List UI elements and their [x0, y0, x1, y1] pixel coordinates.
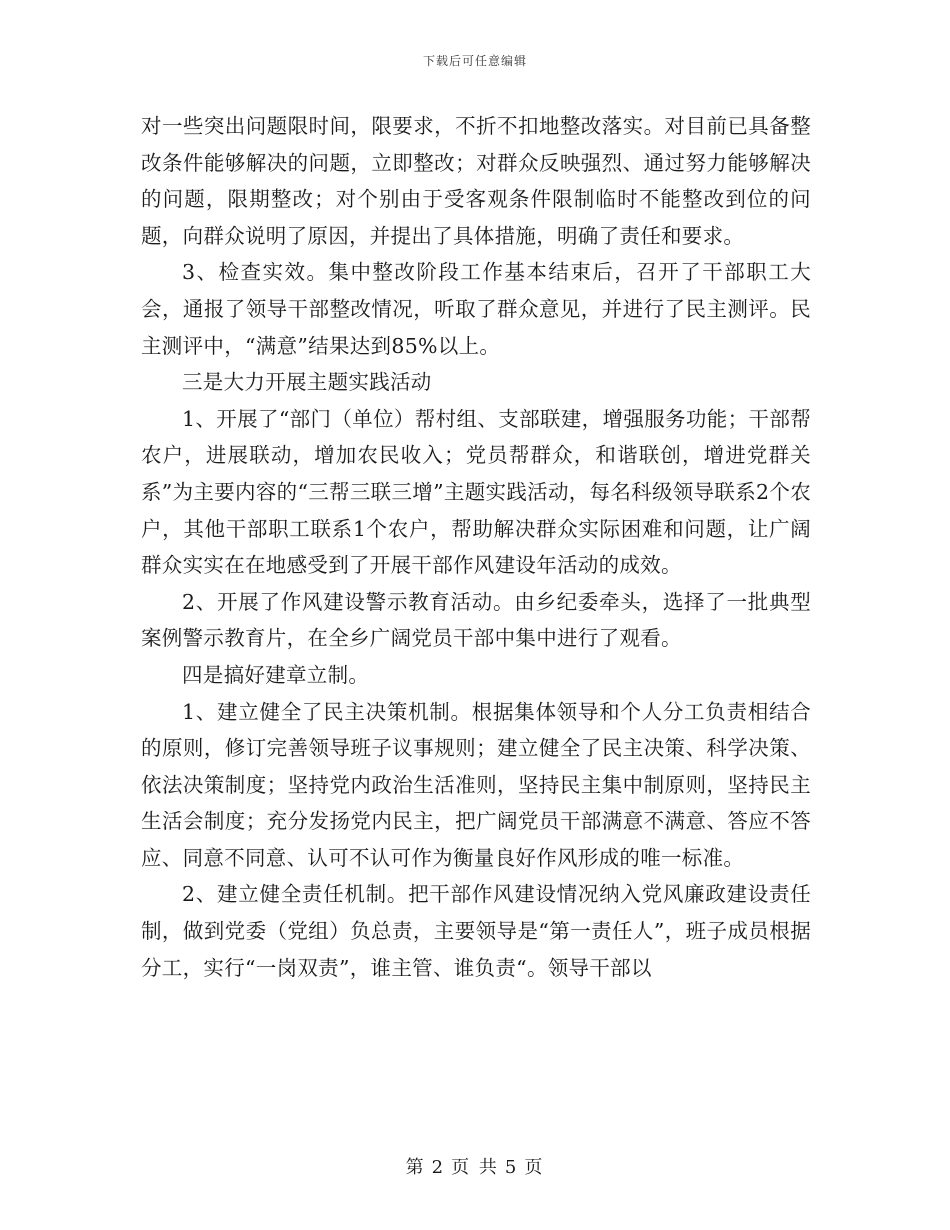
footer-middle: 页 共 — [451, 1157, 499, 1178]
paragraph-8: 2、建立健全责任机制。把干部作风建设情况纳入党风廉政建设责任制，做到党委（党组）负总责，主要领导是“第一责任人”，班子成员根据分工，实行“一岗双责”，谁主管、谁负责“。领导干部以 — [141, 882, 811, 980]
footer-total-pages: 5 — [504, 1157, 519, 1178]
document-body — [141, 108, 811, 986]
section-heading-4: 四是搞好建章立制。 — [182, 662, 370, 687]
section-heading-3: 三是大力开展主题实践活动 — [182, 370, 432, 395]
paragraph-7: 1、建立健全了民主决策机制。根据集体领导和个人分工负责相结合的原则，修订完善领导班子议事规则；建立健全了民主决策、科学决策、依法决策制度；坚持党内政治生活准则，坚持民主集中制原则，坚持民主生活会制度；充分发扬党内民主，把广阔党员干部满意不满意、答应不答应、同意不同意、认可不认可作为衡量良好作风形成的唯一标准。 — [141, 699, 811, 870]
page-header: 下载后可任意编辑 — [422, 54, 527, 68]
footer-suffix: 页 — [524, 1157, 545, 1178]
paragraph-4: 1、开展了“部门（单位）帮村组、支部联建，增强服务功能；干部帮农户，进展联动，增加农民收入；党员帮群众，和谐联创，增进党群关系”为主要内容的“三帮三联三增”主题实践活动，每名科级领导联系2个农户，其他干部职工联系1个农户，帮助解决群众实际困难和问题，让广阔群众实实在在地感受到了开展干部作风建设年活动的成效。 — [141, 406, 811, 578]
footer-prefix: 第 — [405, 1157, 426, 1178]
page-footer — [0, 1153, 950, 1179]
paragraph-1: 对一些突出问题限时间，限要求，不折不扣地整改落实。对目前已具备整改条件能够解决的问题，立即整改；对群众反映强烈、通过努力能够解决的问题，限期整改；对个别由于受客观条件限制临时不能整改到位的问题，向群众说明了原因，并提出了具体措施，明确了责任和要求。 — [141, 114, 811, 248]
paragraph-2: 3、检查实效。集中整改阶段工作基本结束后，召开了干部职工大会，通报了领导干部整改情况，听取了群众意见，并进行了民主测评。民主测评中，“满意”结果达到85%以上。 — [141, 260, 811, 358]
paragraph-5: 2、开展了作风建设警示教育活动。由乡纪委牵头，选择了一批典型案例警示教育片，在全乡广阔党员干部中集中进行了观看。 — [141, 589, 811, 651]
footer-current-page: 2 — [431, 1157, 446, 1178]
